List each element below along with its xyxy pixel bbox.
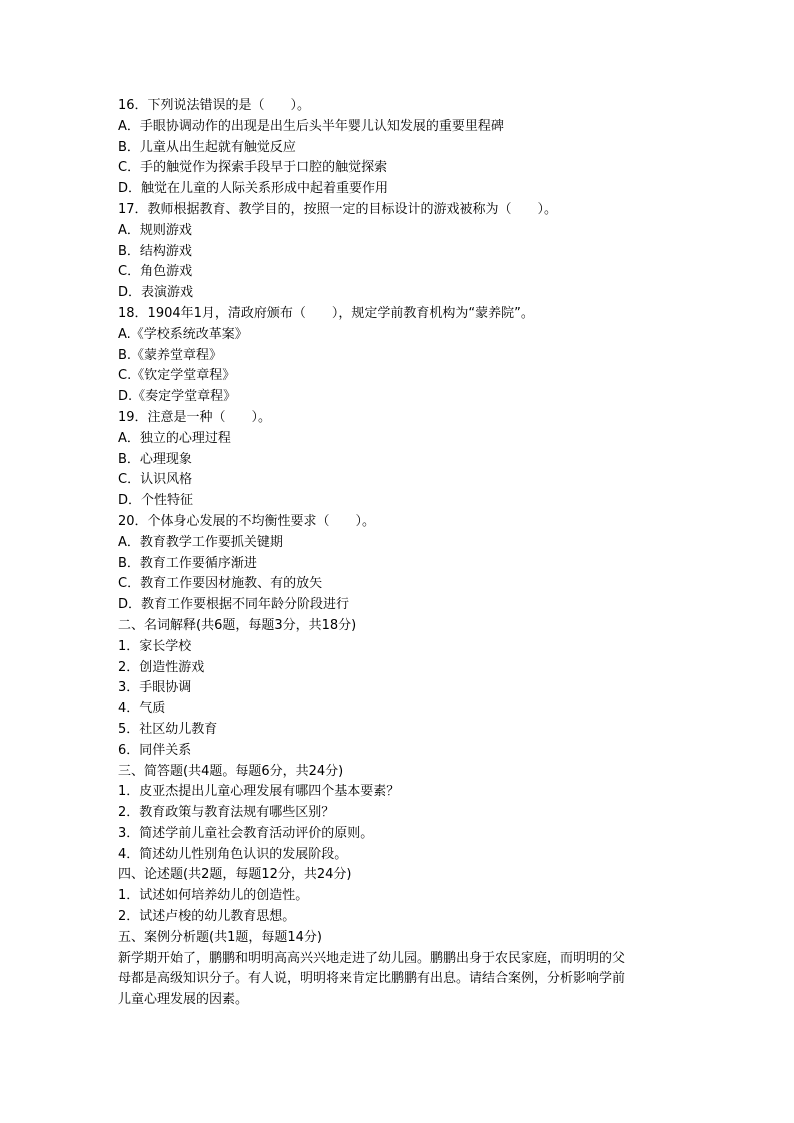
case-paragraph-line: 儿童心理发展的因素。 bbox=[118, 992, 249, 1008]
option-c: C．角色游戏 bbox=[118, 264, 193, 280]
option-b: B．教育工作要循序渐进 bbox=[118, 555, 257, 571]
section-term-definitions bbox=[118, 616, 678, 762]
option-b: B．心理现象 bbox=[118, 451, 192, 467]
list-item: 6．同伴关系 bbox=[118, 742, 192, 758]
option-c: C．手的触觉作为探索手段早于口腔的触觉探索 bbox=[118, 160, 388, 176]
option-b: B．儿童从出生起就有触觉反应 bbox=[118, 139, 296, 155]
case-paragraph-line: 母都是高级知识分子。有人说，明明将来肯定比鹏鹏有出息。请结合案例，分析影响学前 bbox=[118, 971, 626, 987]
option-a: A．独立的心理过程 bbox=[118, 430, 231, 446]
option-c: C．教育工作要因材施教、有的放矢 bbox=[118, 576, 323, 592]
option-b: B.《蒙养堂章程》 bbox=[118, 347, 223, 363]
section-short-answer bbox=[118, 762, 678, 866]
section-heading: 二、名词解释(共6题，每题3分，共18分) bbox=[118, 617, 357, 633]
section-heading: 三、简答题(共4题。每题6分，共24分) bbox=[118, 763, 344, 779]
list-item: 4．气质 bbox=[118, 701, 166, 717]
option-a: A．手眼协调动作的出现是出生后头半年婴儿认知发展的重要里程碑 bbox=[118, 118, 504, 134]
question-stem: 17．教师根据教育、教学目的，按照一定的目标设计的游戏被称为（ ）。 bbox=[118, 201, 558, 217]
question-stem: 16．下列说法错误的是（ ）。 bbox=[118, 98, 311, 113]
list-item: 2．教育政策与教育法规有哪些区别？ bbox=[118, 805, 335, 821]
exam-page bbox=[118, 96, 678, 1011]
question-stem: 18．1904年1月，清政府颁布（ ），规定学前教育机构为“蒙养院”。 bbox=[118, 305, 534, 321]
list-item: 2．试述卢梭的幼儿教育思想。 bbox=[118, 909, 296, 925]
list-item: 1．试述如何培养幼儿的创造性。 bbox=[118, 888, 309, 904]
option-d: D．个性特征 bbox=[118, 493, 194, 509]
list-item: 5．社区幼儿教育 bbox=[118, 721, 218, 737]
list-item: 1．家长学校 bbox=[118, 638, 192, 654]
section-heading: 五、案例分析题(共1题，每题14分) bbox=[118, 929, 322, 945]
option-c: C.《钦定学堂章程》 bbox=[118, 368, 236, 384]
section-case-analysis bbox=[118, 928, 678, 1011]
section-heading: 四、论述题(共2题，每题12分，共24分) bbox=[118, 867, 352, 883]
question-stem: 19．注意是一种（ ）。 bbox=[118, 409, 272, 425]
case-paragraph-line: 新学期开始了，鹏鹏和明明高高兴兴地走进了幼儿园。鹏鹏出身于农民家庭，而明明的父 bbox=[118, 950, 626, 966]
question-19 bbox=[118, 408, 678, 512]
option-d: D．表演游戏 bbox=[118, 285, 194, 301]
question-17 bbox=[118, 200, 678, 304]
option-a: A．规则游戏 bbox=[118, 222, 192, 238]
list-item: 2．创造性游戏 bbox=[118, 659, 205, 675]
option-d: D.《奏定学堂章程》 bbox=[118, 389, 237, 405]
option-d: D．教育工作要根据不同年龄分阶段进行 bbox=[118, 597, 350, 613]
option-a: A．教育教学工作要抓关键期 bbox=[118, 534, 283, 550]
list-item: 3．手眼协调 bbox=[118, 680, 192, 696]
question-16 bbox=[118, 96, 678, 200]
question-18 bbox=[118, 304, 678, 408]
list-item: 1．皮亚杰提出儿童心理发展有哪四个基本要素？ bbox=[118, 784, 400, 800]
option-b: B．结构游戏 bbox=[118, 243, 192, 259]
question-stem: 20．个体身心发展的不均衡性要求（ ）。 bbox=[118, 513, 376, 529]
section-essay bbox=[118, 865, 678, 927]
question-20 bbox=[118, 512, 678, 616]
option-d: D．触觉在儿童的人际关系形成中起着重要作用 bbox=[118, 181, 389, 197]
list-item: 3．简述学前儿童社会教育活动评价的原则。 bbox=[118, 825, 374, 841]
option-c: C．认识风格 bbox=[118, 472, 193, 488]
option-a: A.《学校系统改革案》 bbox=[118, 326, 248, 342]
list-item: 4．简述幼儿性别角色认识的发展阶段。 bbox=[118, 846, 348, 862]
